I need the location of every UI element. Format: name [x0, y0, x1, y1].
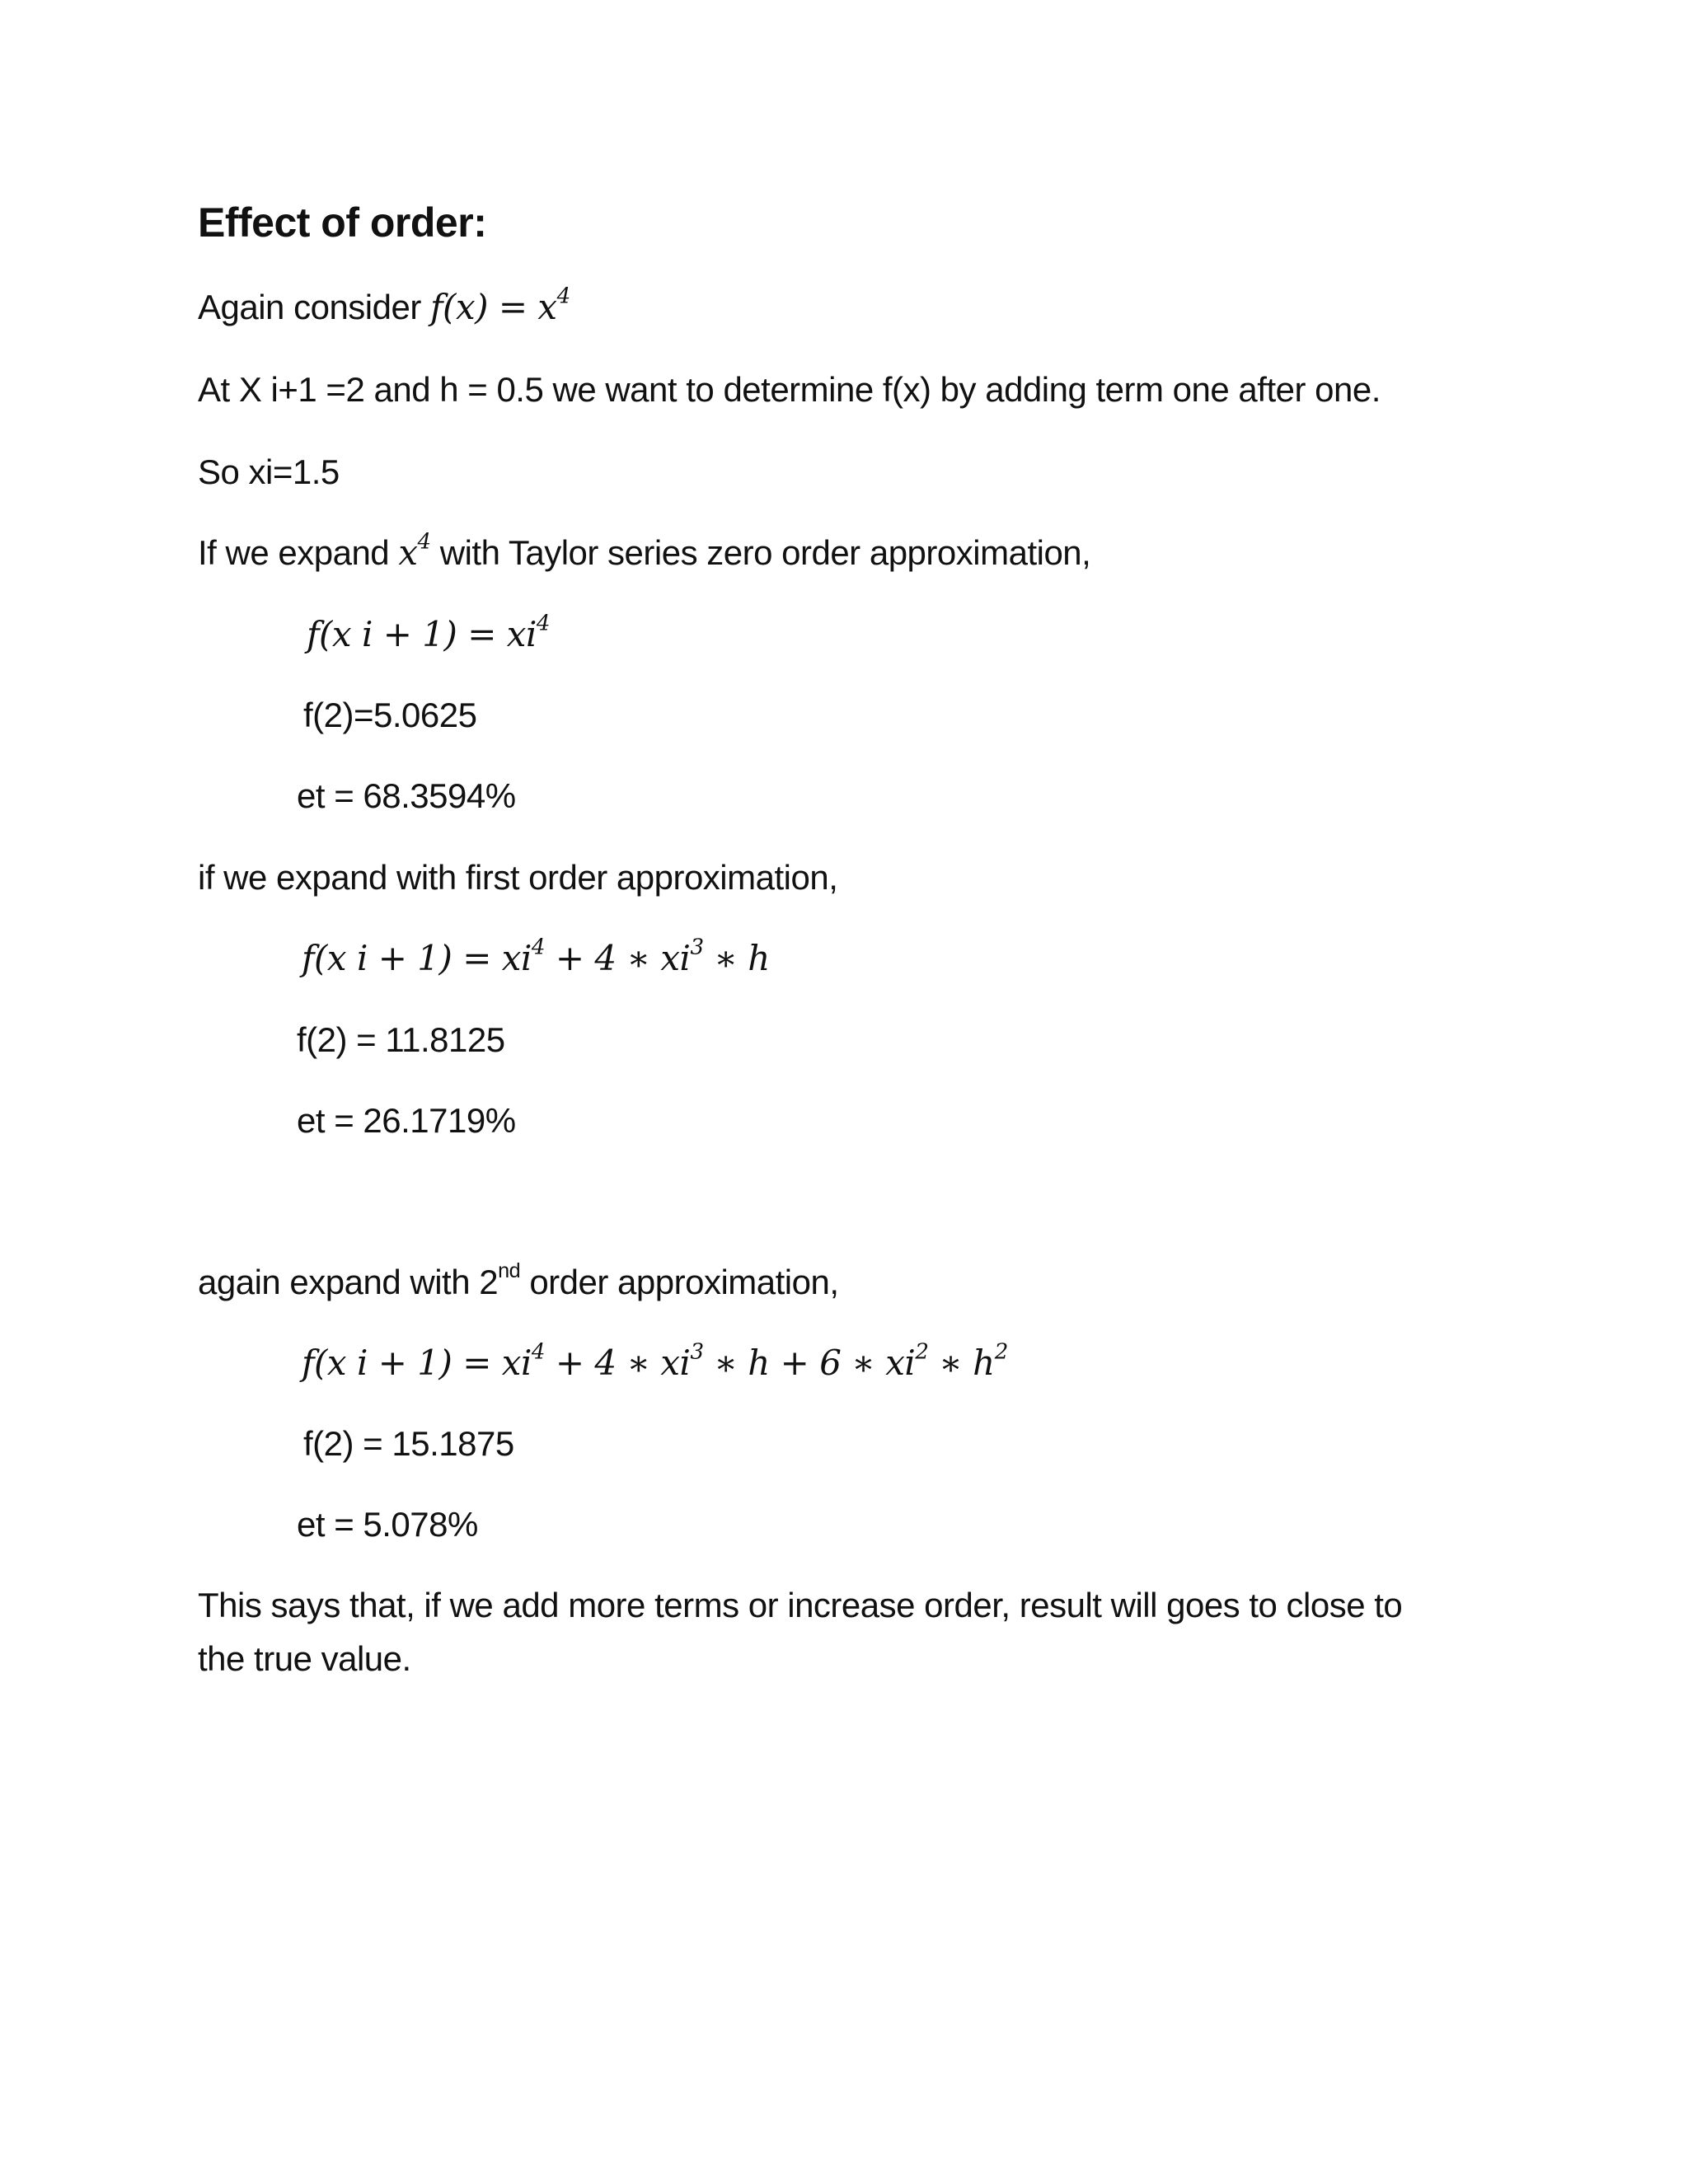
given-line: At X i+1 =2 and h = 0.5 we want to determine f(x) by adding term one after one. [198, 370, 1381, 409]
second-order-formula: f(x $i + 1) = xi^4 + 4$ ∗ $xi^3$ ∗ h + 6 ∗ $xi^2$ ∗ $h^2$ [302, 1339, 1008, 1383]
zero-order-result: f(2)=5.0625 [303, 696, 477, 734]
first-order-intro: if we expand with first order approximation, [198, 858, 838, 897]
xi-line: So xi=1.5 [198, 452, 340, 491]
second-order-result: f(2) = 15.1875 [303, 1424, 514, 1463]
zero-order-formula: f(x $i + 1) = xi^4$ [307, 611, 550, 654]
zero-order-term: $x^4$ [398, 529, 431, 573]
intro-function: $f(x) = x^4$ [430, 284, 570, 327]
second-order-error: et = 5.078% [297, 1505, 478, 1544]
conclusion-line-1: This says that, if we add more terms or increase order, result will goes to close to [198, 1586, 1403, 1624]
intro-line [198, 283, 570, 332]
second-order-intro: again expand with 2nd order approximation, [198, 1258, 839, 1301]
zero-order-intro: If we expand $x^4$ with Taylor series zero order approximation, [198, 529, 1091, 573]
first-order-error: et = 26.1719% [297, 1101, 516, 1140]
conclusion-line-2: the true value. [198, 1639, 411, 1678]
first-order-result: f(2) = 11.8125 [297, 1020, 505, 1059]
first-order-formula: f(x $i + 1) = xi^4 + 4$ ∗ $xi^3$ ∗ h [302, 935, 770, 978]
section-heading: Effect of order: [198, 199, 487, 246]
zero-order-error: et = 68.3594% [297, 776, 516, 815]
intro-prefix: Again consider [198, 288, 431, 326]
